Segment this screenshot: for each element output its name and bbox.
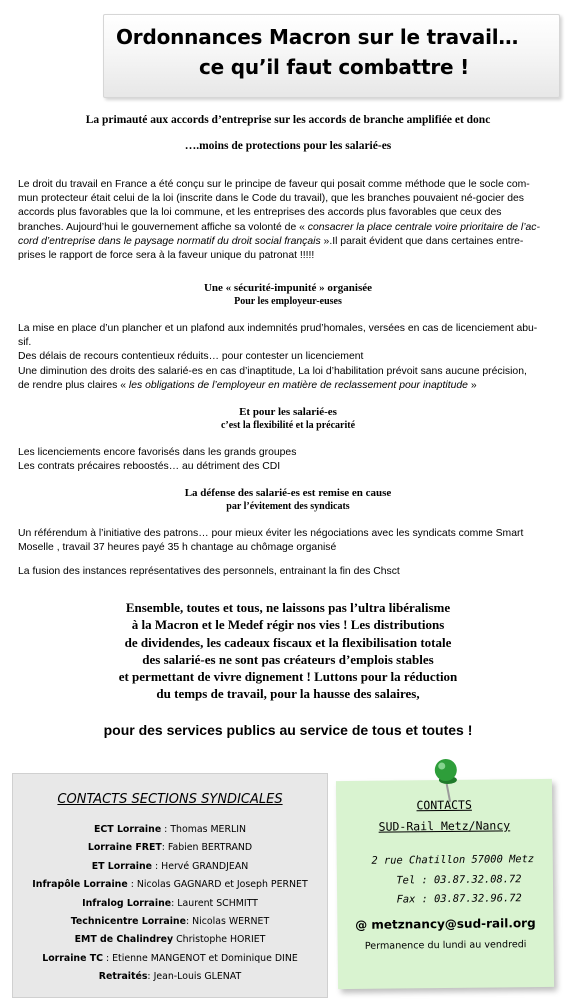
section-2-heading: [0, 406, 576, 432]
contact-section-label: Lorraine TC: [42, 952, 103, 964]
intro-line: prises le rapport de force sera à la faveur unique du patronat !!!!!: [18, 250, 315, 262]
contact-person: Hervé GRANDJEAN: [161, 860, 249, 872]
title-banner: [103, 14, 560, 98]
section-3-subtitle: par l’évitement des syndicats: [226, 501, 350, 512]
contact-separator: :: [161, 824, 171, 835]
section-1-line: La mise en place d’un plancher et un plafond aux indemnités prud’homales, versées en cas de licenciement abu-: [18, 323, 538, 334]
contact-separator: :: [185, 916, 193, 928]
contact-row: [13, 913, 327, 931]
postal-address: 2 rue Chatillon 57000 Metz: [371, 853, 535, 867]
section-2-title: Et pour les salarié-es: [239, 406, 337, 418]
appeal-line: du temps de travail, pour la hausse des salaires,: [156, 686, 420, 702]
contact-section-label: Lorraine FRET: [87, 842, 162, 854]
section-1-text: »: [467, 379, 477, 391]
contact-person: Thomas MERLIN: [170, 824, 246, 835]
page-title-line-1: Ordonnances Macron sur le travail…: [116, 25, 519, 49]
contact-separator: :: [147, 971, 154, 983]
contact-section-label: Infralog Lorraine: [82, 897, 172, 909]
page-title-line-2: ce qu’il faut combattre !: [199, 55, 470, 79]
section-1-title: Une « sécurité-impunité » organisée: [203, 282, 373, 294]
contact-row: [13, 821, 327, 839]
section-1-line: sif.: [18, 337, 32, 349]
section-3-note: [18, 565, 560, 579]
contact-row: [13, 839, 327, 857]
contact-row: [13, 858, 327, 876]
contact-sticky-note: [336, 779, 554, 989]
email-address[interactable]: @ metznancy@sud-rail.org: [355, 916, 536, 932]
section-2-subtitle: c’est la flexibilité et la précarité: [220, 420, 356, 431]
contacts-sections-box: [12, 773, 328, 998]
appeal-line: Ensemble, toutes et tous, ne laissons pas l’ultra libéralisme: [125, 600, 451, 615]
section-3-heading: [0, 487, 576, 513]
contact-row: [13, 876, 327, 894]
section-2-line: Les licenciements encore favorisés dans les grands groupes: [18, 447, 297, 458]
section-3-line: Un référendum à l’initiative des patrons… pour mieux éviter les négociations avec les syndicats comme Smart: [18, 528, 524, 539]
intro-line: [18, 235, 560, 249]
intro-quote: cord d’entreprise dans le paysage normatif du droit social français: [18, 235, 321, 247]
subtitle-line-2: ….moins de protections pour les salarié-es: [184, 140, 392, 152]
intro-paragraph: [18, 178, 560, 263]
section-3-title: La défense des salarié-es est remise en cause: [184, 487, 392, 499]
appeal-line: et permettant de vivre dignement ! Luttons pour la réduction: [118, 669, 458, 685]
contacts-sections-title: CONTACTS SECTIONS SYNDICALES: [57, 792, 283, 807]
section-1-line: Des délais de recours contentieux réduits… pour contester un licenciement: [18, 351, 364, 363]
appeal-block: [0, 599, 576, 703]
contact-row: [13, 968, 327, 986]
contact-section-label: Retraités: [98, 971, 148, 983]
organisation-name: SUD-Rail Metz/Nancy: [378, 818, 511, 834]
intro-line: Le droit du travail en France a été conçu sur le principe de faveur qui posait comme méthode que le socle com-: [18, 179, 530, 190]
section-3-line: La fusion des instances représentatives des personnels, entrainant la fin des Chsct: [18, 566, 400, 577]
contact-separator: :: [152, 860, 162, 872]
contact-section-label: Technicentre Lorraine: [70, 916, 186, 928]
intro-line: mun protecteur était celui de la loi (inscrite dans le Code du travail), que les branches pouvaient né-gocier des: [18, 193, 524, 205]
contact-person: Laurent SCHMITT: [177, 897, 258, 909]
intro-line: [18, 221, 560, 235]
contact-section-label: EMT de Chalindrey: [74, 934, 174, 946]
fax-number: Fax : 03.87.32.96.72: [396, 892, 522, 906]
contact-row: [13, 895, 327, 913]
intro-line: accords plus favorables que la loi commune, et les entreprises des accords plus favorables que ceux des: [18, 207, 502, 219]
contacts-title: CONTACTS: [416, 797, 472, 813]
section-1-subtitle: Pour les employeur-euses: [234, 296, 342, 307]
contacts-sections-list: [13, 821, 327, 987]
telephone-number: Tel : 03.87.32.08.72: [396, 873, 522, 887]
section-3-body: [18, 527, 560, 555]
appeal-line: des salarié-es ne sont pas créateurs d’emplois stables: [142, 651, 434, 667]
office-hours: Permanence du lundi au vendredi: [364, 939, 527, 952]
section-1-text: de rendre plus claires «: [18, 379, 129, 391]
intro-text: ».Il parait évident que dans certaines entre-: [320, 235, 524, 247]
contact-row: [13, 950, 327, 968]
contact-section-label: ET Lorraine: [91, 860, 153, 872]
section-1-quote: les obligations de l’employeur en matière de reclassement pour inaptitude: [128, 379, 468, 391]
intro-text: branches. Aujourd’hui le gouvernement affiche sa volonté de «: [18, 221, 308, 233]
contact-separator: :: [127, 879, 137, 891]
contact-separator: :: [103, 952, 113, 964]
subtitle-line-1: La primauté aux accords d’entreprise sur les accords de branche amplifiée et donc: [85, 114, 491, 126]
section-1-line: Une diminution des droits des salarié-es en cas d’inaptitude, La loi d’habilitation prévoit sans aucune précision,: [18, 365, 527, 377]
intro-quote: consacrer la place centrale voire prioritaire de l’ac-: [307, 221, 540, 233]
section-3-line: Moselle , travail 37 heures payé 35 h chantage au chômage organisé: [18, 542, 337, 554]
section-1-line: [18, 379, 560, 393]
contact-person: Fabien BERTRAND: [167, 842, 253, 854]
appeal-line: à la Macron et le Medef régir nos vies ! Les distributions: [131, 617, 445, 633]
section-2-body: [18, 446, 560, 474]
contact-separator: :: [161, 842, 168, 854]
contact-row: [13, 931, 327, 949]
contact-person: Nicolas GAGNARD et Joseph PERNET: [136, 879, 308, 891]
contact-person: Christophe HORIET: [176, 934, 266, 946]
contact-separator: :: [171, 897, 178, 909]
services-slogan: pour des services publics au service de tous et toutes !: [103, 722, 473, 738]
contact-person: Jean-Louis GLENAT: [153, 971, 242, 983]
contact-section-label: ECT Lorraine: [94, 824, 162, 835]
appeal-line: de dividendes, les cadeaux fiscaux et la flexibilisation totale: [124, 634, 452, 650]
section-1-body: [18, 322, 560, 393]
section-2-line: Les contrats précaires reboostés… au détriment des CDI: [18, 461, 281, 473]
contact-person: Nicolas WERNET: [192, 916, 270, 928]
section-1-heading: [0, 282, 576, 308]
contact-person: Etienne MANGENOT et Dominique DINE: [112, 952, 298, 964]
contact-section-label: Infrapôle Lorraine: [32, 879, 128, 891]
